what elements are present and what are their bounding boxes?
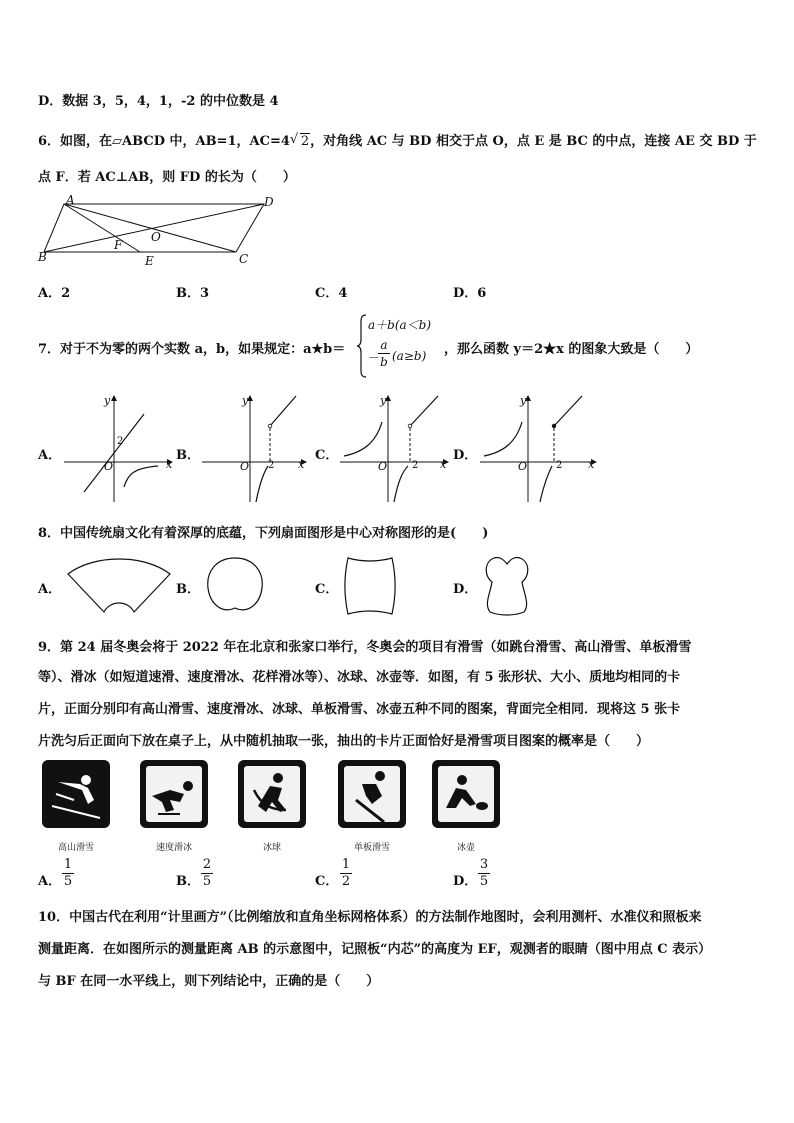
- q7d-origin: O: [518, 460, 528, 473]
- snowboarder-icon: [338, 760, 406, 828]
- q7-option-d: D．: [453, 448, 478, 463]
- q6-option-d: D．6: [453, 286, 487, 301]
- q7-option-b: B．: [176, 448, 200, 463]
- q9-option-b-num: 2: [202, 857, 212, 872]
- q8-round-fan-shape: [204, 556, 266, 616]
- q9-option-b-label: B．: [176, 874, 200, 889]
- q8-option-d: D．: [453, 582, 478, 597]
- q9-option-d-label: D．: [453, 874, 478, 889]
- q7a-y-label: y: [104, 394, 111, 407]
- q7a-x-label: x: [166, 458, 173, 471]
- q7-case2-sign: －: [368, 351, 381, 365]
- q5-option-d: D．数据 3，5，4，1，-2 的中位数是 4: [38, 94, 279, 109]
- q8-option-c: C．: [315, 582, 339, 597]
- q6-point-o: O: [151, 230, 161, 244]
- card-label-curling: 冰壶: [456, 843, 475, 853]
- q7d-y-label: y: [520, 394, 527, 407]
- q7b-x-label: x: [298, 458, 305, 471]
- q9-stem-line4: 片洗匀后正面向下放在桌子上，从中随机抽取一张，抽出的卡片正面恰好是滑雪项目图案的概率是（ ）: [38, 734, 650, 749]
- q7b-origin: O: [240, 460, 250, 473]
- q8-fan-sector-shape: [64, 556, 174, 614]
- q9-stem-line1: 9．第 24 届冬奥会将于 2022 年在北京和张家口举行，冬奥会的项目有滑雪（如跳台滑雪、高山滑雪、单板滑雪: [38, 640, 692, 655]
- q6-point-d: D: [264, 195, 274, 209]
- q9-option-a-den: 5: [63, 874, 73, 889]
- q6-option-b: B．3: [176, 286, 210, 301]
- q7-case2-fraction: [378, 338, 390, 369]
- q9-option-b-den: 5: [202, 874, 212, 889]
- card-label-alpine: 高山滑雪: [57, 843, 94, 853]
- speed-skating-card: [140, 760, 208, 828]
- q6-sqrt-num: 2: [300, 134, 310, 149]
- curling-card: [432, 760, 500, 828]
- q9-option-a-num: 1: [63, 857, 73, 872]
- fraction-bar: [378, 353, 390, 354]
- q9-option-a-label: A．: [38, 874, 62, 889]
- q9-option-a-fraction: [62, 858, 74, 889]
- q7-graph-d: [478, 392, 600, 504]
- snowboard-card: [338, 760, 406, 828]
- q6-point-b: B: [38, 250, 47, 264]
- q7-stem-part2: ，那么函数 y＝2★x 的图象大致是（ ）: [444, 342, 699, 357]
- q8-option-a: A．: [38, 582, 62, 597]
- q6-stem-part2: ，对角线 AC 与 BD 相交于点 O，点 E 是 BC 的中点，连接 AE 交 BD 于: [310, 134, 757, 149]
- q7-graph-a: [62, 392, 177, 504]
- q6-stem-part1: 6．如图，在▱ABCD 中，AB=1，AC=4: [38, 134, 290, 149]
- curler-icon: [432, 760, 500, 828]
- q7b-tick-2: 2: [268, 460, 275, 471]
- alpine-skier-icon: [42, 760, 110, 828]
- q7-case2-cond: (a≥b): [392, 349, 427, 363]
- q9-option-c-fraction: [340, 858, 352, 889]
- q9-option-c-den: 2: [341, 874, 351, 889]
- card-label-snowboard: 单板滑雪: [353, 843, 390, 853]
- q8-square-fan-shape: [342, 556, 398, 616]
- q6-point-c: C: [239, 252, 249, 266]
- q7d-tick-2: 2: [556, 460, 563, 471]
- q6-point-a: A: [66, 193, 75, 207]
- alpine-skiing-card: [42, 760, 110, 828]
- q6-option-c: C．4: [315, 286, 348, 301]
- card-label-ice-hockey: 冰球: [262, 843, 281, 853]
- q6-stem-line2: 点 F．若 AC⊥AB，则 FD 的长为（ ）: [38, 170, 296, 185]
- q7-brace-icon: [356, 314, 368, 378]
- q7-case1: a＋b(a＜b): [368, 318, 432, 332]
- q8-option-b: B．: [176, 582, 200, 597]
- q6-point-e: E: [145, 254, 154, 268]
- q6-point-f: F: [114, 238, 123, 252]
- q9-stem-line2: 等）、滑冰（如短道速滑、速度滑冰、花样滑冰等）、冰球、冰壶等．如图，有 5 张形状、大小、质地均相同的卡: [38, 670, 681, 685]
- q7c-x-label: x: [440, 458, 447, 471]
- q6-stem-line1: [38, 130, 757, 149]
- q7-case2-den: b: [380, 355, 388, 369]
- q7-stem-part1: 7．对于不为零的两个实数 a，b，如果规定：a★b＝: [38, 342, 346, 357]
- q6-option-a: A．2: [38, 286, 71, 301]
- q7-option-c: C．: [315, 448, 339, 463]
- q9-option-b-fraction: [201, 858, 213, 889]
- q7c-tick-2: 2: [412, 460, 419, 471]
- q10-stem-line1: 10．中国古代在利用“计里画方”（比例缩放和直角坐标网格体系）的方法制作地图时，会利用测杆、水准仪和照板来: [38, 910, 702, 925]
- q8-flower-fan-shape: [480, 554, 534, 616]
- q7b-y-label: y: [242, 394, 249, 407]
- q7c-origin: O: [378, 460, 388, 473]
- q7-case2-num: a: [380, 338, 388, 352]
- q9-stem-line3: 片，正面分别印有高山滑雪、速度滑冰、冰球、单板滑雪、冰壶五种不同的图案，背面完全相同．现将这 5 张卡: [38, 702, 681, 717]
- q10-stem-line2: 测量距离．在如图所示的测量距离 AB 的示意图中，记照板“内芯”的高度为 EF，观测者的眼睛（图中用点 C 表示）: [38, 942, 712, 957]
- q9-option-d-fraction: [478, 858, 490, 889]
- card-label-speed-skating: 速度滑冰: [155, 843, 192, 853]
- q7d-x-label: x: [588, 458, 595, 471]
- q8-stem: 8．中国传统扇文化有着深厚的底蕴，下列扇面图形是中心对称图形的是( ): [38, 526, 489, 541]
- q9-option-c-label: C．: [315, 874, 339, 889]
- q7c-y-label: y: [380, 394, 387, 407]
- ice-hockey-card: [238, 760, 306, 828]
- q9-option-d-den: 5: [479, 874, 489, 889]
- q10-stem-line3: 与 BF 在同一水平线上，则下列结论中，正确的是（ ）: [38, 974, 380, 989]
- q7a-origin: O: [104, 460, 114, 473]
- q7a-tick-2: 2: [117, 436, 124, 447]
- q7-graph-b: [200, 392, 310, 504]
- sqrt-icon: √ 2: [289, 132, 310, 149]
- q7-graph-c: [338, 392, 453, 504]
- q7-option-a: A．: [38, 448, 62, 463]
- hockey-player-icon: [238, 760, 306, 828]
- q9-option-d-num: 3: [479, 857, 489, 872]
- speed-skater-icon: [140, 760, 208, 828]
- q9-option-c-num: 1: [341, 857, 351, 872]
